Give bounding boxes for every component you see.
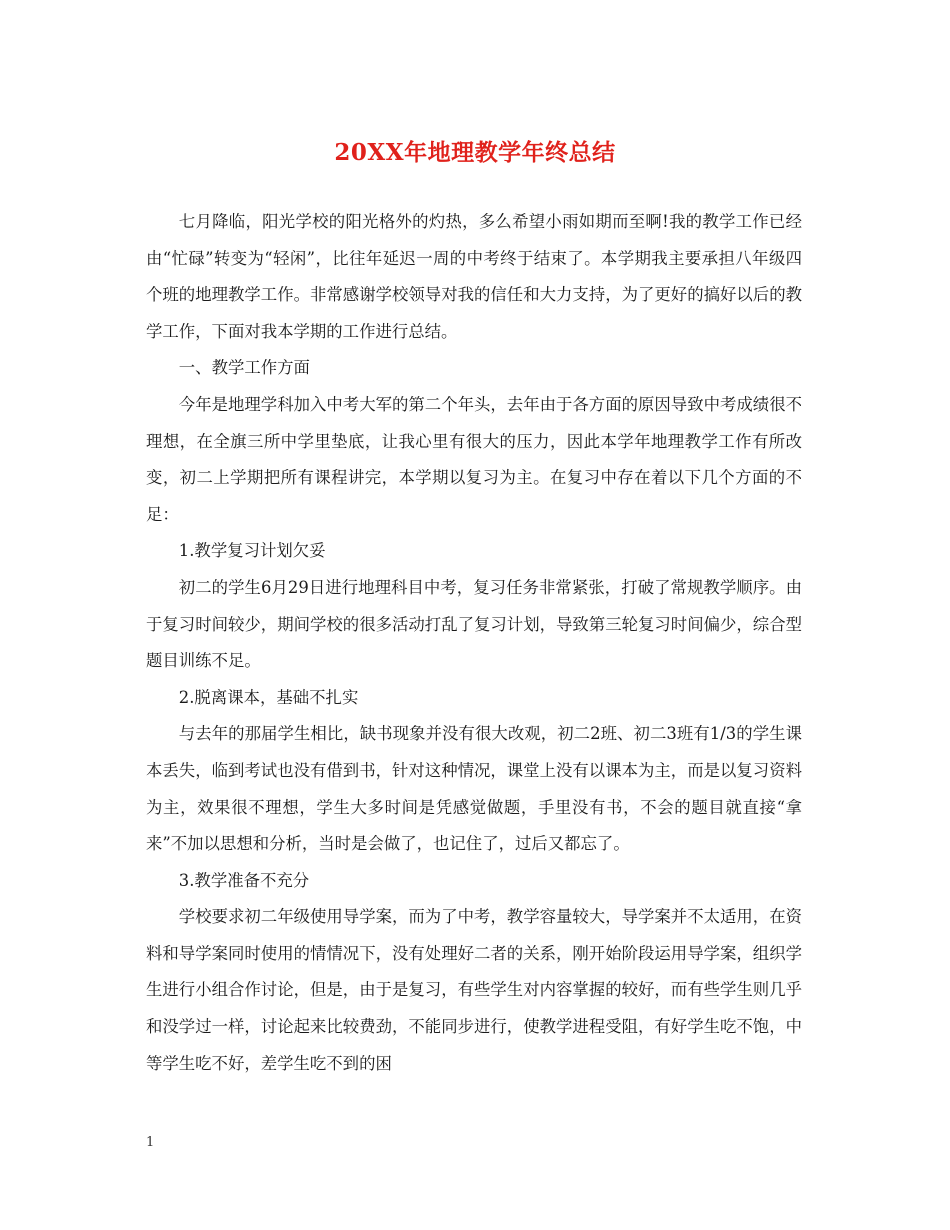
paragraph-intro: 七月降临，阳光学校的阳光格外的灼热，多么希望小雨如期而至啊!我的教学工作已经由“忙碌”转变为“轻闲”，比往年延迟一周的中考终于结束了。本学期我主要承担八年级四个班的地理教学工作。非常感谢学校领导对我的信任和大力支持，为了更好的搞好以后的教学工作，下面对我本学期的工作进行总结。 bbox=[146, 212, 802, 341]
paragraph-review-plan: 初二的学生6月29日进行地理科目中考，复习任务非常紧张，打破了常规教学顺序。由于复习时间较少，期间学校的很多活动打乱了复习计划，导致第三轮复习时间偏少，综合型题目训练不足。 bbox=[146, 577, 802, 671]
subheading-textbook: 2.脱离课本，基础不扎实 bbox=[178, 687, 359, 707]
page-number: 1 bbox=[146, 1135, 155, 1150]
section-heading-teaching: 一、教学工作方面 bbox=[178, 358, 310, 378]
document-body bbox=[146, 204, 802, 1082]
subheading-review-plan: 1.教学复习计划欠妥 bbox=[178, 541, 326, 561]
paragraph-preparation: 学校要求初二年级使用导学案，而为了中考，教学容量较大，导学案并不太适用，在资料和导学案同时使用的情情况下，没有处理好二者的关系，刚开始阶段运用导学案，组织学生进行小组合作讨论，但是，由于是复习，有些学生对内容掌握的较好，而有些学生则几乎和没学过一样，讨论起来比较费劲，不能同步进行，使教学进程受阻，有好学生吃不饱，中等学生吃不好，差学生吃不到的困 bbox=[146, 907, 802, 1073]
paragraph-textbook: 与去年的那届学生相比，缺书现象并没有很大改观，初二2班、初二3班有1/3的学生课本丢失，临到考试也没有借到书，针对这种情况，课堂上没有以课本为主，而是以复习资料为主，效果很不理想，学生大多时间是凭感觉做题，手里没有书，不会的题目就直接“拿来”不加以思想和分析，当时是会做了，也记住了，过后又都忘了。 bbox=[146, 724, 802, 854]
subheading-preparation: 3.教学准备不充分 bbox=[178, 870, 310, 890]
document-title: 20XX年地理教学年终总结 bbox=[334, 139, 616, 166]
paragraph-teaching-overview: 今年是地理学科加入中考大军的第二个年头，去年由于各方面的原因导致中考成绩很不理想，在全旗三所中学里垫底，让我心里有很大的压力，因此本学年地理教学工作有所改变，初二上学期把所有课程讲完，本学期以复习为主。在复习中存在着以下几个方面的不足： bbox=[146, 394, 802, 524]
